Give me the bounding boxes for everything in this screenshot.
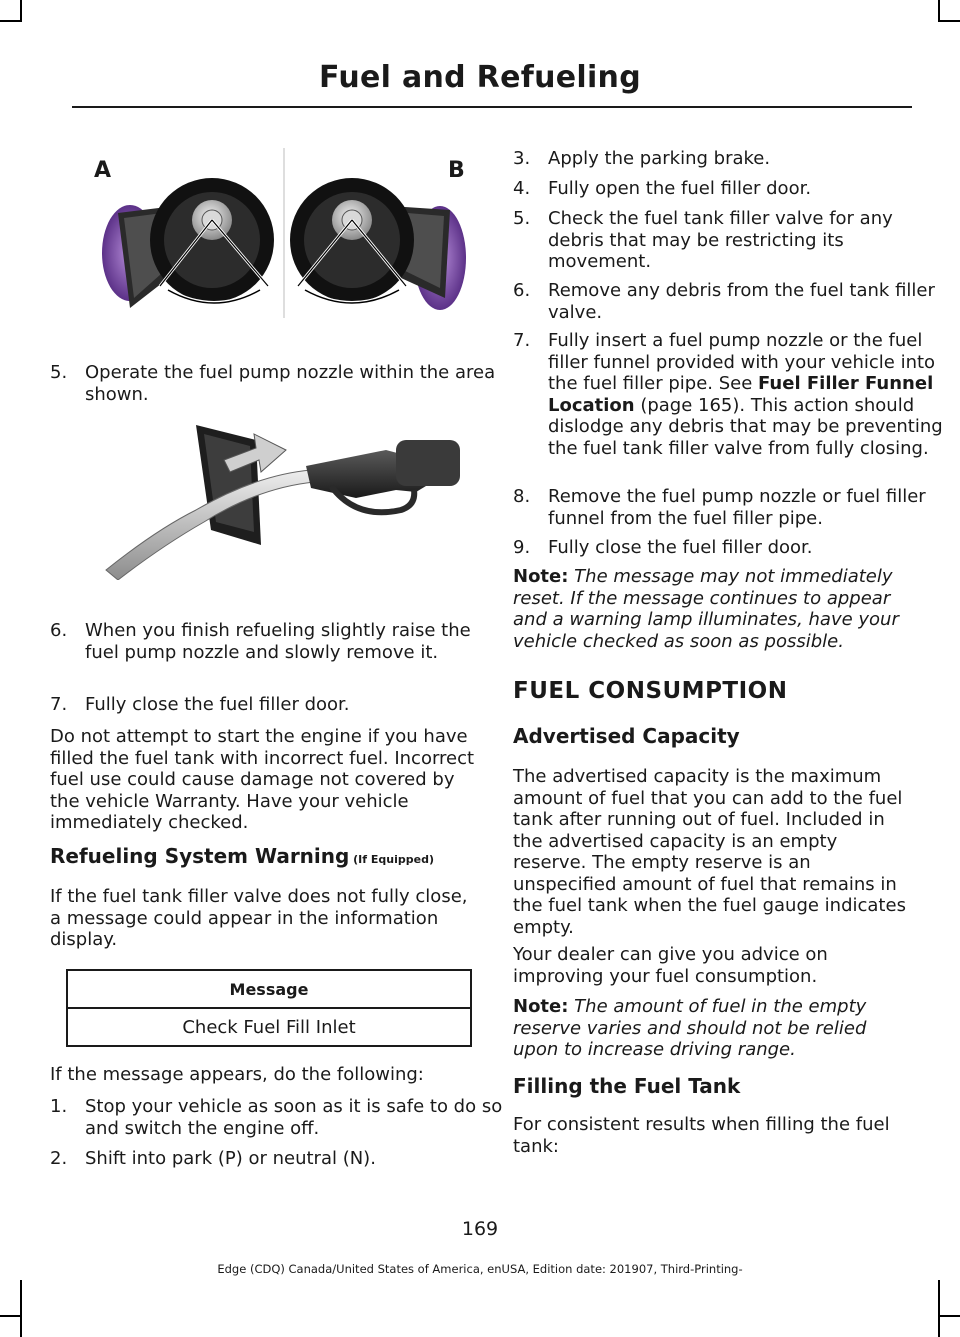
step-number: 8. (513, 486, 531, 507)
paragraph-if-message: If the message appears, do the following: (50, 1064, 424, 1085)
paragraph-filling: For consistent results when filling the fuel tank: (513, 1114, 890, 1157)
note-label: Note: (513, 566, 569, 587)
step-text: Operate the fuel pump nozzle within the area shown. (85, 362, 496, 405)
paragraph-advertised-capacity: The advertised capacity is the maximum amount of fuel that you can add to the fuel tank after running out of fuel. Included in the advertised capacity is an empty reserve. The empty reserve is an unspecified amount of fuel that remains in the fuel tank when the fuel gauge indicates empty. (513, 766, 906, 938)
table-cell: Check Fuel Fill Inlet (67, 1008, 471, 1046)
list-item-step-3 (513, 148, 944, 170)
step-text: Stop your vehicle as soon as it is safe to do so and switch the engine off. (85, 1096, 503, 1139)
list-item-step-6-remove (513, 280, 944, 323)
list-item-step-9 (513, 537, 944, 559)
page-number: 169 (461, 1218, 499, 1240)
page-title: Fuel and Refueling (319, 60, 641, 95)
heading-advertised-capacity: Advertised Capacity (513, 724, 740, 748)
section-heading-fuel-consumption: FUEL CONSUMPTION (513, 678, 788, 704)
list-item-step-4 (513, 178, 944, 200)
crop-mark (0, 1315, 22, 1317)
list-item-step-5 (50, 362, 507, 405)
heading-text: Refueling System Warning (50, 844, 350, 868)
paragraph-dealer-advice: Your dealer can give you advice on improving your fuel consumption. (513, 944, 828, 987)
step-number: 2. (50, 1148, 68, 1169)
note-text: The message may not immediately reset. If the message continues to appear and a warning lamp illuminates, have your vehicle checked as soon as possible. (513, 566, 899, 652)
step-number: 9. (513, 537, 531, 558)
heading-suffix: (If Equipped) (349, 853, 434, 866)
list-item-step-7 (50, 694, 509, 716)
table-header: Message (67, 970, 471, 1008)
list-item-step-7-insert (513, 330, 944, 459)
step-text-a: Fully insert a fuel pump nozzle or the fuel filler funnel provided with your vehicle into the fuel filler pipe. See (548, 330, 936, 394)
filler-valve-illustration (90, 148, 475, 318)
figure-filler-valve (90, 148, 475, 318)
step-text: Remove any debris from the fuel tank filler valve. (548, 280, 935, 323)
heading-refueling-warning (50, 844, 480, 868)
step-number: 3. (513, 148, 531, 169)
step-number: 5. (50, 362, 68, 383)
step-text: Fully close the fuel filler door. (548, 537, 813, 558)
step-text: Fully close the fuel filler door. (85, 694, 350, 715)
crop-mark (0, 20, 22, 22)
list-item-step-2 (50, 1148, 509, 1170)
note-message-reset (513, 566, 907, 652)
paragraph-incorrect-fuel: Do not attempt to start the engine if you have filled the fuel tank with incorrect fuel. Incorrect fuel use could cause damage not covered by the vehicle Warranty. Have your vehicle immediately checked. (50, 726, 475, 833)
heading-filling-fuel-tank: Filling the Fuel Tank (513, 1074, 741, 1098)
crop-mark (938, 0, 940, 22)
edition-info: Edge (CDQ) Canada/United States of America, enUSA, Edition date: 201907, Third-Printing- (217, 1262, 743, 1276)
step-text: Shift into park (P) or neutral (N). (85, 1148, 376, 1169)
step-number: 6. (513, 280, 531, 301)
note-label: Note: (513, 996, 569, 1017)
figure-label-b: B (448, 158, 465, 183)
message-table (66, 969, 472, 1047)
crop-mark (20, 0, 22, 22)
figure-fuel-nozzle (96, 420, 461, 580)
header-rule (72, 106, 912, 108)
list-item-step-6 (50, 620, 509, 663)
step-text-b: (page 165). This action should dislodge any debris that may be preventing the fuel tank filler valve from fully closing. (548, 394, 943, 459)
paragraph-message-info: If the fuel tank filler valve does not fully close, a message could appear in the information display. (50, 886, 468, 950)
step-text (548, 330, 943, 459)
crop-mark (938, 1280, 940, 1337)
note-empty-reserve (513, 996, 909, 1061)
step-number: 7. (513, 330, 531, 351)
step-text: Fully open the fuel filler door. (548, 178, 812, 199)
step-text: Remove the fuel pump nozzle or fuel filler funnel from the fuel filler pipe. (548, 486, 926, 529)
crop-mark (20, 1280, 22, 1337)
cross-reference-link[interactable]: Fuel Filler Funnel Location (548, 373, 934, 416)
step-text: Apply the parking brake. (548, 148, 771, 169)
step-number: 5. (513, 208, 531, 229)
figure-label-a: A (94, 158, 112, 183)
step-text: When you finish refueling slightly raise the fuel pump nozzle and slowly remove it. (85, 620, 471, 663)
crop-mark (938, 20, 960, 22)
step-number: 1. (50, 1096, 68, 1117)
step-number: 6. (50, 620, 68, 641)
step-text: Check the fuel tank filler valve for any debris that may be restricting its movement. (548, 208, 893, 272)
step-number: 7. (50, 694, 68, 715)
note-text: The amount of fuel in the empty reserve varies and should not be relied upon to increase driving range. (513, 996, 867, 1060)
list-item-step-8 (513, 486, 944, 529)
step-number: 4. (513, 178, 531, 199)
list-item-step-5-check (513, 208, 944, 273)
list-item-step-1 (50, 1096, 509, 1139)
fuel-nozzle-illustration (96, 420, 461, 580)
crop-mark (938, 1315, 960, 1317)
